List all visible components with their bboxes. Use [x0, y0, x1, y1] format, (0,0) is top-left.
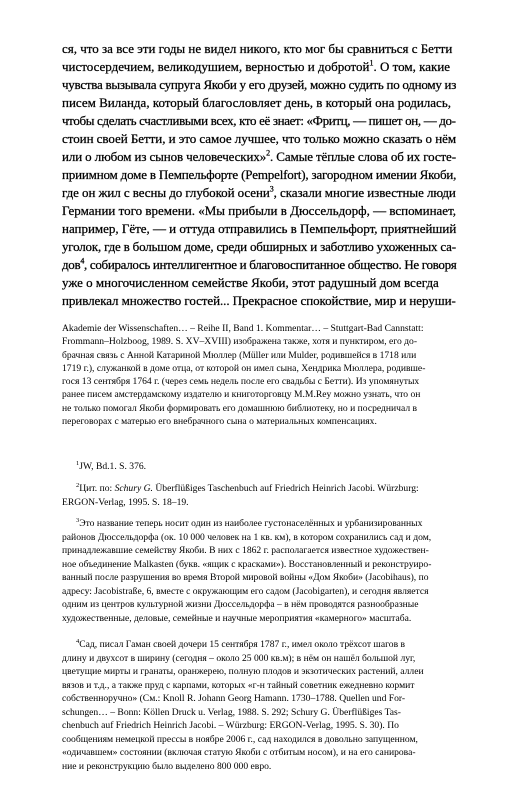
- note-line: районов Дюссельдорфа (ок. 10 000 человек на 1 кв. км), в котором сохранились сад и дом,: [62, 531, 432, 543]
- body-line-text: дов: [62, 257, 81, 272]
- note-line: художественные, деловые, семейные и научные мероприятия «камерного» масштаба.: [62, 612, 412, 624]
- note-line: chenbuch auf Friedrich Heinrich Jacobi. – Würzburg: ERGON-Verlag, 1995. S. 30). По: [62, 720, 399, 731]
- note-line: [62, 460, 458, 474]
- footnote-3: [62, 517, 458, 625]
- note-line: брачная связь с Анной Катариной Мюллер (Müller или Mulder, родившейся в 1718 или: [62, 349, 417, 361]
- footnote-text: Überflüßiges Taschenbuch auf Friedrich Heinrich Jacobi. Würzburg:: [152, 483, 419, 494]
- note-line: 1719 г.), служанкой в доме отца, от которой он имел сына, Хендрика Мюллера, родивше-: [62, 362, 426, 374]
- note-line: одним из центров культурной жизни Дюссельдорфа – в нём проводятся разнообразные: [62, 599, 419, 610]
- main-text: [62, 40, 456, 310]
- note-line: переговорах с матерью его внебрачного сына о материальных компенсациях.: [62, 416, 377, 428]
- footnote-text: Это название теперь носит один из наиболее густонаселённых и урбанизированных: [79, 518, 423, 529]
- body-line-text: или о любом из сынов человеческих»: [62, 149, 267, 164]
- body-line: [62, 256, 456, 274]
- body-line: например, Гёте, — и оттуда отправились в Пемпельфорт, приятнейший: [62, 221, 457, 236]
- note-line: [62, 517, 458, 531]
- note-line: принадлежавшие семейству Якоби. В них с 1862 г. располагается известное художествен-: [62, 545, 429, 556]
- note-line: длину и двухсот в ширину (сегодня – около 25 000 кв.м); в нём он нашёл большой луг,: [62, 652, 416, 664]
- body-line: уже о многочисленном семействе Якоби, этот радушный дом всегда: [62, 275, 439, 290]
- note-line: собственноручно» (См.: Knoll R. Johann Georg Hamann. 1730–1788. Quellen und For-: [62, 693, 406, 704]
- note-line: [62, 638, 458, 652]
- body-line: приимном доме в Пемпельфорте (Pempelfort), загородном имении Якоби,: [62, 167, 457, 182]
- footnote-number: 3: [76, 516, 80, 524]
- note-line: ранее писем амстердамскому издателю и книготорговцу M.M.Rey можно узнать, что он: [62, 389, 421, 401]
- body-line-text: где он жил с весны до глубокой осени: [62, 185, 270, 200]
- footnote-ref[interactable]: 3: [269, 184, 274, 194]
- note-line: ное объединение Malkasten (букв. «ящик с красками»). Восстановленный и реконструиро-: [62, 558, 432, 570]
- footnote-4: [62, 638, 458, 773]
- body-line-text: чистосердечием, великодушием, верностью и добротой: [62, 59, 370, 74]
- note-line: Akademie der Wissenschaften… – Reihe II, Band 1. Kommentar… – Stuttgart-Bad Cannstatt:: [62, 323, 424, 334]
- footnote-ref[interactable]: 1: [369, 58, 374, 68]
- body-line-text: , сказали многие известные люди: [273, 185, 456, 200]
- footnote-1: [62, 460, 458, 474]
- footnote-text: JW, Bd.1. S. 376.: [79, 461, 147, 472]
- note-line: [62, 482, 458, 496]
- note-line: ванный после разрушения во время Второй мировой войны «Дом Якоби» (Jacobihaus), по: [62, 572, 429, 583]
- note-line: сообщениям немецкой прессы в ноябре 2006 г., сад находился в довольно запущенном,: [62, 733, 418, 745]
- body-line: Германии того времени. «Мы прибыли в Дюссельдорф, — вспоминает,: [62, 203, 457, 218]
- footnote-ref[interactable]: 4: [80, 256, 84, 266]
- footnote-ref[interactable]: 2: [266, 148, 271, 158]
- note-line: «одичавшем» состоянии (включая статую Якоби с отбитым носом), и на его санирова-: [62, 747, 416, 758]
- body-line: писем Виланда, который благословляет день, в который она родилась,: [62, 95, 451, 110]
- body-line: чтобы сделать счастливыми всех, кто её знает: «Фритц, — пишет он, — до-: [62, 113, 456, 128]
- footnote-text: Сад, писал Гаман своей дочери 15 сентября 1787 г., имел около трёхсот шагов в: [79, 639, 406, 650]
- footnote-author: Schury G.: [114, 483, 153, 494]
- body-line: [62, 58, 456, 76]
- note-line: schungen… – Bonn: Köllen Druck u. Verlag, 1988. S. 292; Schury G. Überflüßiges Tas-: [62, 706, 401, 718]
- continued-footnote: [62, 322, 458, 428]
- body-line: ся, что за все эти годы не видел никого, кто мог бы сравниться с Бетти: [62, 41, 453, 56]
- note-line: не только помогал Якоби формировать его домашнюю библиотеку, но и посредничал в: [62, 402, 418, 414]
- body-line: стоин своей Бетти, и это самое лучшее, что только можно сказать о нём: [62, 131, 457, 146]
- body-line-text: . Самые тёплые слова об их госте-: [270, 149, 456, 164]
- note-line: вязов и т.д., а также пруд с карпами, которых «г-н тайный советник ежедневно кормит: [62, 679, 415, 691]
- note-line: Frommann–Holzboog, 1989. S. XV–XVIII) изображена также, хотя и пунктиром, его до-: [62, 336, 418, 348]
- footnote-number: 4: [76, 637, 80, 645]
- footnote-2: [62, 482, 458, 509]
- body-line-text: , собиралось интеллигентное и благовоспитанное общество. Не говоря: [84, 257, 457, 272]
- body-line: привлекал множество гостей... Прекрасное спокойствие, мир и неруши-: [62, 293, 456, 308]
- body-line-text: . О том, какие: [373, 59, 451, 74]
- note-line: цветущие мирты и гранаты, оранжерею, полную плодов и экзотических растений, аллеи: [62, 666, 424, 677]
- footnote-number: 1: [76, 459, 80, 467]
- footnote-prefix: Цит. по:: [79, 483, 115, 494]
- note-line: гося 13 сентября 1764 г. (через семь недель после его свадьбы с Бетти). Из упомянутых: [62, 376, 420, 388]
- body-line: [62, 184, 456, 202]
- body-line: чувства вызывала супруга Якоби у его друзей, можно судить по одному из: [62, 77, 457, 92]
- body-line: [62, 148, 456, 166]
- note-line: адресу: Jacobistraße, 6, вместе с окружающим его садом (Jacobigarten), и сегодня является: [62, 585, 429, 597]
- note-line: ние и реконструкцию было выделено 800 000 евро.: [62, 760, 272, 772]
- note-line: ERGON-Verlag, 1995. S. 18–19.: [62, 496, 189, 508]
- body-line: уголок, где в большом доме, среди обширных и заботливо ухоженных са-: [62, 239, 456, 254]
- footnote-number: 2: [76, 481, 80, 489]
